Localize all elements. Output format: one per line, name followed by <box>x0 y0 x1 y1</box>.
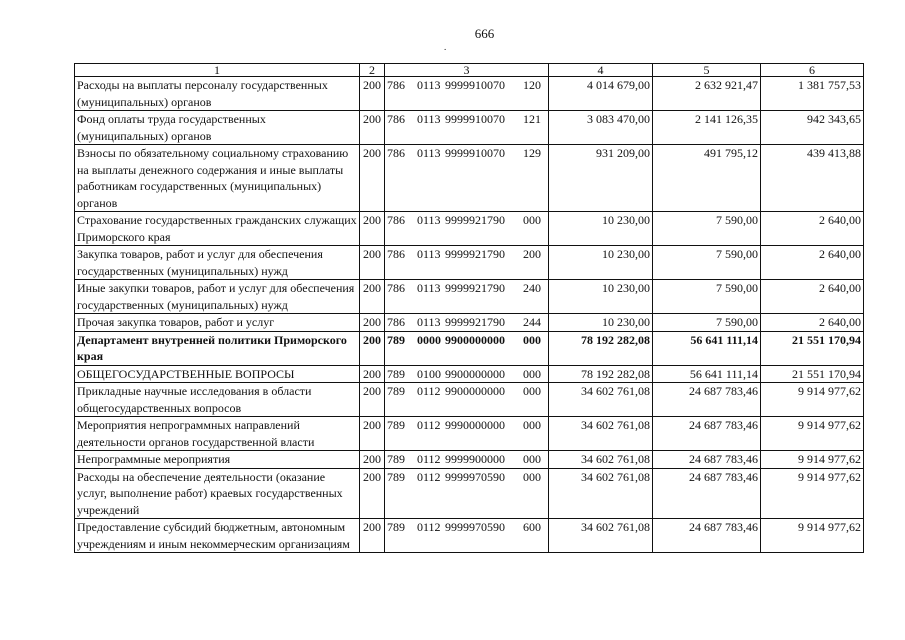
row-classification-code <box>385 417 549 451</box>
row-value-col6: 21 551 170,94 <box>761 365 864 383</box>
row-classification-code <box>385 77 549 111</box>
table-row <box>75 417 864 451</box>
row-value-col6: 1 381 757,53 <box>761 77 864 111</box>
row-value-col6: 2 640,00 <box>761 314 864 332</box>
table-row <box>75 246 864 280</box>
row-value-col4: 34 602 761,08 <box>549 417 653 451</box>
row-group-code: 200 <box>360 246 385 280</box>
row-code-section: 0113 <box>417 315 441 329</box>
table-row <box>75 468 864 519</box>
row-code-section: 0112 <box>417 520 441 534</box>
row-name: ОБЩЕГОСУДАРСТВЕННЫЕ ВОПРОСЫ <box>75 365 360 383</box>
row-value-col4: 78 192 282,08 <box>549 365 653 383</box>
row-code-article: 9900000000 <box>445 366 505 381</box>
header-row <box>75 64 864 77</box>
row-code-section: 0113 <box>417 146 441 160</box>
row-code-section: 0000 <box>417 332 441 347</box>
row-name: Прочая закупка товаров, работ и услуг <box>75 314 360 332</box>
row-code-ministry: 789 <box>387 384 405 398</box>
row-value-col5: 2 141 126,35 <box>653 111 761 145</box>
row-code-article: 9999970590 <box>445 469 505 484</box>
row-code-article: 9999921790 <box>445 247 505 261</box>
row-classification-code <box>385 246 549 280</box>
row-group-code: 200 <box>360 111 385 145</box>
row-code-article: 9900000000 <box>445 384 505 398</box>
row-code-article: 9999921790 <box>445 281 505 295</box>
row-name: Прикладные научные исследования в области общегосударственных вопросов <box>75 383 360 417</box>
row-name: Страхование государственных гражданских служащих Приморского края <box>75 212 360 246</box>
row-value-col6: 942 343,65 <box>761 111 864 145</box>
row-code-type: 129 <box>523 146 541 160</box>
row-code-article: 9999910070 <box>445 78 505 92</box>
row-value-col6: 21 551 170,94 <box>761 331 864 365</box>
row-classification-code <box>385 365 549 383</box>
row-value-col5: 7 590,00 <box>653 314 761 332</box>
row-value-col4: 10 230,00 <box>549 280 653 314</box>
row-code-section: 0100 <box>417 366 441 381</box>
row-value-col5: 24 687 783,46 <box>653 451 761 469</box>
row-code-section: 0112 <box>417 452 441 466</box>
row-code-type: 244 <box>523 315 541 329</box>
header-col-3: 3 <box>385 64 549 77</box>
row-code-article: 9990000000 <box>445 418 505 432</box>
row-classification-code <box>385 468 549 519</box>
row-code-ministry: 786 <box>387 78 405 92</box>
row-code-section: 0113 <box>417 281 441 295</box>
row-name: Непрограммные мероприятия <box>75 451 360 469</box>
row-name: Расходы на выплаты персоналу государственных (муниципальных) органов <box>75 77 360 111</box>
budget-table-body <box>75 64 864 553</box>
header-col-5: 5 <box>653 64 761 77</box>
row-code-type: 121 <box>523 112 541 126</box>
row-code-section: 0113 <box>417 78 441 92</box>
row-value-col4: 10 230,00 <box>549 314 653 332</box>
row-value-col4: 931 209,00 <box>549 145 653 212</box>
header-col-6: 6 <box>761 64 864 77</box>
row-value-col4: 34 602 761,08 <box>549 468 653 519</box>
row-code-ministry: 789 <box>387 520 405 534</box>
row-value-col5: 2 632 921,47 <box>653 77 761 111</box>
header-col-4: 4 <box>549 64 653 77</box>
row-code-ministry: 786 <box>387 247 405 261</box>
row-code-type: 120 <box>523 78 541 92</box>
table-row <box>75 314 864 332</box>
row-value-col4: 78 192 282,08 <box>549 331 653 365</box>
row-name: Департамент внутренней политики Приморского края <box>75 331 360 365</box>
header-col-2: 2 <box>360 64 385 77</box>
row-value-col4: 10 230,00 <box>549 246 653 280</box>
table-row <box>75 77 864 111</box>
row-classification-code <box>385 111 549 145</box>
row-value-col5: 24 687 783,46 <box>653 383 761 417</box>
row-code-article: 9999921790 <box>445 213 505 227</box>
row-code-type: 600 <box>523 520 541 534</box>
row-group-code: 200 <box>360 451 385 469</box>
row-name: Предоставление субсидий бюджетным, автономным учреждениям и иным некоммерческим организациям <box>75 519 360 553</box>
row-name: Расходы на обеспечение деятельности (оказание услуг, выполнение работ) краевых государственных учреждений <box>75 468 360 519</box>
row-value-col6: 9 914 977,62 <box>761 468 864 519</box>
page-number-mark: . <box>444 42 447 52</box>
row-code-ministry: 789 <box>387 469 405 484</box>
row-name: Фонд оплаты труда государственных (муниципальных) органов <box>75 111 360 145</box>
row-code-section: 0113 <box>417 213 441 227</box>
row-value-col5: 24 687 783,46 <box>653 519 761 553</box>
table-row <box>75 383 864 417</box>
row-code-article: 9900000000 <box>445 332 505 347</box>
row-group-code: 200 <box>360 77 385 111</box>
row-group-code: 200 <box>360 468 385 519</box>
row-value-col6: 2 640,00 <box>761 212 864 246</box>
row-value-col6: 9 914 977,62 <box>761 451 864 469</box>
row-code-type: 000 <box>523 213 541 227</box>
row-code-type: 000 <box>523 366 541 381</box>
row-name: Иные закупки товаров, работ и услуг для обеспечения государственных (муниципальных) нужд <box>75 280 360 314</box>
row-code-article: 9999970590 <box>445 520 505 534</box>
row-group-code: 200 <box>360 145 385 212</box>
row-value-col4: 34 602 761,08 <box>549 519 653 553</box>
row-code-section: 0112 <box>417 384 441 398</box>
row-code-type: 240 <box>523 281 541 295</box>
row-code-ministry: 789 <box>387 332 405 347</box>
row-value-col5: 7 590,00 <box>653 246 761 280</box>
row-value-col6: 9 914 977,62 <box>761 383 864 417</box>
row-name: Взносы по обязательному социальному страхованию на выплаты денежного содержания и иные выплаты работникам государственных (муниципальных) органов <box>75 145 360 212</box>
row-value-col6: 9 914 977,62 <box>761 519 864 553</box>
row-value-col4: 4 014 679,00 <box>549 77 653 111</box>
row-group-code: 200 <box>360 212 385 246</box>
row-name: Мероприятия непрограммных направлений деятельности органов государственной власти <box>75 417 360 451</box>
row-code-ministry: 786 <box>387 213 405 227</box>
row-code-ministry: 786 <box>387 146 405 160</box>
row-value-col6: 2 640,00 <box>761 246 864 280</box>
row-code-ministry: 786 <box>387 315 405 329</box>
table-row <box>75 331 864 365</box>
row-classification-code <box>385 280 549 314</box>
row-value-col5: 7 590,00 <box>653 280 761 314</box>
row-value-col6: 439 413,88 <box>761 145 864 212</box>
row-code-article: 9999910070 <box>445 112 505 126</box>
row-value-col5: 56 641 111,14 <box>653 365 761 383</box>
header-col-1: 1 <box>75 64 360 77</box>
table-row <box>75 111 864 145</box>
row-value-col4: 34 602 761,08 <box>549 451 653 469</box>
row-value-col5: 491 795,12 <box>653 145 761 212</box>
row-code-section: 0112 <box>417 418 441 432</box>
row-classification-code <box>385 145 549 212</box>
page-number: 666 <box>474 26 495 41</box>
row-value-col5: 24 687 783,46 <box>653 417 761 451</box>
row-code-section: 0112 <box>417 469 441 484</box>
row-value-col6: 9 914 977,62 <box>761 417 864 451</box>
row-code-type: 000 <box>523 332 541 347</box>
row-value-col5: 7 590,00 <box>653 212 761 246</box>
row-group-code: 200 <box>360 365 385 383</box>
row-code-type: 000 <box>523 384 541 398</box>
row-code-type: 000 <box>523 418 541 432</box>
row-code-article: 9999910070 <box>445 146 505 160</box>
row-value-col4: 34 602 761,08 <box>549 383 653 417</box>
row-code-ministry: 786 <box>387 281 405 295</box>
row-group-code: 200 <box>360 519 385 553</box>
row-classification-code <box>385 519 549 553</box>
table-row <box>75 145 864 212</box>
row-code-ministry: 789 <box>387 366 405 381</box>
row-code-type: 000 <box>523 469 541 484</box>
row-value-col4: 3 083 470,00 <box>549 111 653 145</box>
table-row <box>75 519 864 553</box>
row-value-col5: 56 641 111,14 <box>653 331 761 365</box>
row-classification-code <box>385 383 549 417</box>
row-classification-code <box>385 331 549 365</box>
row-code-ministry: 786 <box>387 112 405 126</box>
table-row <box>75 280 864 314</box>
row-value-col5: 24 687 783,46 <box>653 468 761 519</box>
row-code-type: 200 <box>523 247 541 261</box>
row-classification-code <box>385 314 549 332</box>
row-code-article: 9999921790 <box>445 315 505 329</box>
row-name: Закупка товаров, работ и услуг для обеспечения государственных (муниципальных) нужд <box>75 246 360 280</box>
row-group-code: 200 <box>360 417 385 451</box>
budget-table <box>74 63 864 553</box>
row-code-section: 0113 <box>417 112 441 126</box>
row-code-type: 000 <box>523 452 541 466</box>
row-group-code: 200 <box>360 280 385 314</box>
row-group-code: 200 <box>360 331 385 365</box>
row-group-code: 200 <box>360 314 385 332</box>
row-code-ministry: 789 <box>387 452 405 466</box>
row-classification-code <box>385 212 549 246</box>
table-row <box>75 365 864 383</box>
row-value-col6: 2 640,00 <box>761 280 864 314</box>
table-row <box>75 212 864 246</box>
row-code-section: 0113 <box>417 247 441 261</box>
row-code-article: 9999900000 <box>445 452 505 466</box>
row-value-col4: 10 230,00 <box>549 212 653 246</box>
row-code-ministry: 789 <box>387 418 405 432</box>
table-row <box>75 451 864 469</box>
row-classification-code <box>385 451 549 469</box>
row-group-code: 200 <box>360 383 385 417</box>
